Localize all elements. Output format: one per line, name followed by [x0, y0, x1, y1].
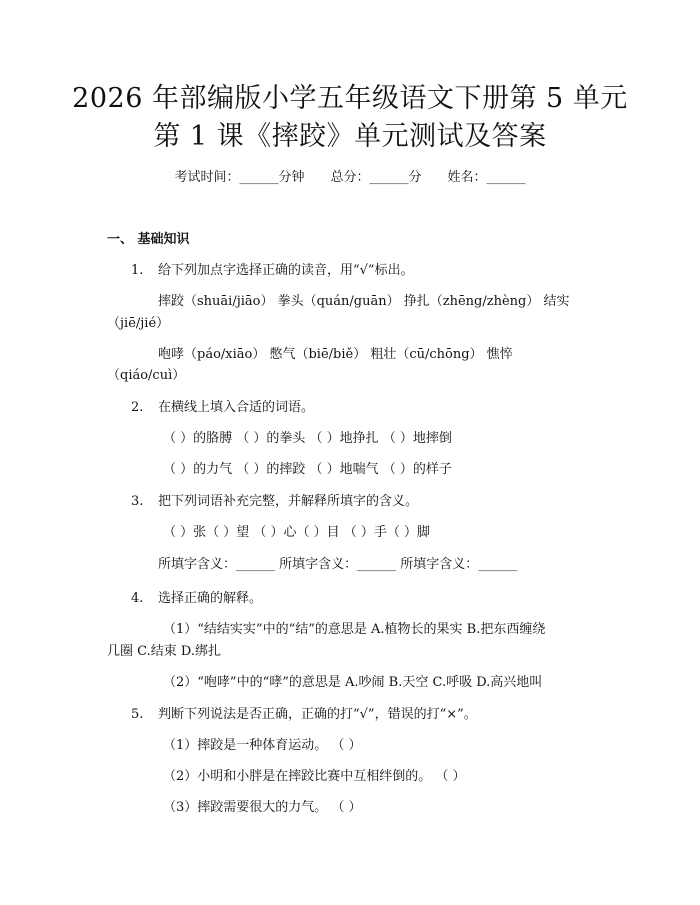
- student-name-field: 姓名：______: [447, 170, 526, 185]
- question-4-item-1-cont: 几圈 C.结束 D.绑扎: [107, 644, 221, 659]
- exam-meta-line: [0, 169, 700, 187]
- question-5-text: 判断下列说法是否正确，正确的打“√”，错误的打“×”。: [158, 707, 477, 722]
- total-score-field: 总分：______分: [330, 170, 422, 185]
- section-heading-basic-knowledge: 一、 基础知识: [107, 232, 190, 247]
- question-2-row-1: （ ）的胳膊 （ ）的拳头 （ ）地挣扎 （ ）地摔倒: [163, 431, 452, 446]
- question-1-number: 1.: [131, 263, 144, 278]
- question-1-text: 给下列加点字选择正确的读音，用“√”标出。: [158, 263, 414, 278]
- question-4-text: 选择正确的解释。: [158, 591, 263, 606]
- document-title-line-1: 2026 年部编版小学五年级语文下册第 5 单元: [72, 83, 628, 114]
- question-1-row-2: 咆哮（páo/xiāo） 憋气（biē/biě） 粗壮（cū/chōng） 憔悴: [158, 347, 513, 362]
- question-4-number: 4.: [131, 591, 144, 606]
- question-4-item-1: （1）“结结实实”中的“结”的意思是 A.植物长的果实 B.把东西缠绕: [163, 622, 546, 637]
- question-1-row-1: 摔跤（shuāi/jiāo） 拳头（quán/guān） 挣扎（zhēng/zhèng） 结实: [158, 294, 570, 309]
- question-3-number: 3.: [131, 494, 144, 509]
- question-3-row-2: 所填字含义：______ 所填字含义：______ 所填字含义：______: [158, 557, 518, 572]
- question-5-number: 5.: [131, 707, 144, 722]
- question-2-row-2: （ ）的力气 （ ）的摔跤 （ ）地喘气 （ ）的样子: [163, 462, 452, 477]
- question-1-row-2-cont: （qiáo/cuì）: [107, 368, 186, 383]
- question-3-row-1: （ ）张（ ）望 （ ）心（ ）目 （ ）手（ ）脚: [163, 525, 431, 540]
- question-2-number: 2.: [131, 400, 144, 415]
- question-5-item-2: （2）小明和小胖是在摔跤比赛中互相绊倒的。 （ ）: [163, 769, 466, 784]
- question-2-text: 在横线上填入合适的词语。: [158, 400, 315, 415]
- question-5-item-1: （1）摔跤是一种体育运动。 （ ）: [163, 738, 362, 753]
- question-4-item-2: （2）“咆哮”中的“哮”的意思是 A.吵闹 B.天空 C.呼吸 D.高兴地叫: [163, 675, 543, 690]
- document-title-line-2: 第 1 课《摔跤》单元测试及答案: [153, 121, 547, 152]
- exam-time-field: 考试时间：______分钟: [174, 170, 305, 185]
- question-5-item-3: （3）摔跤需要很大的力气。 （ ）: [163, 800, 362, 815]
- question-3-text: 把下列词语补充完整，并解释所填字的含义。: [158, 494, 419, 509]
- question-1-row-1-cont: （jiē/jié）: [107, 316, 170, 331]
